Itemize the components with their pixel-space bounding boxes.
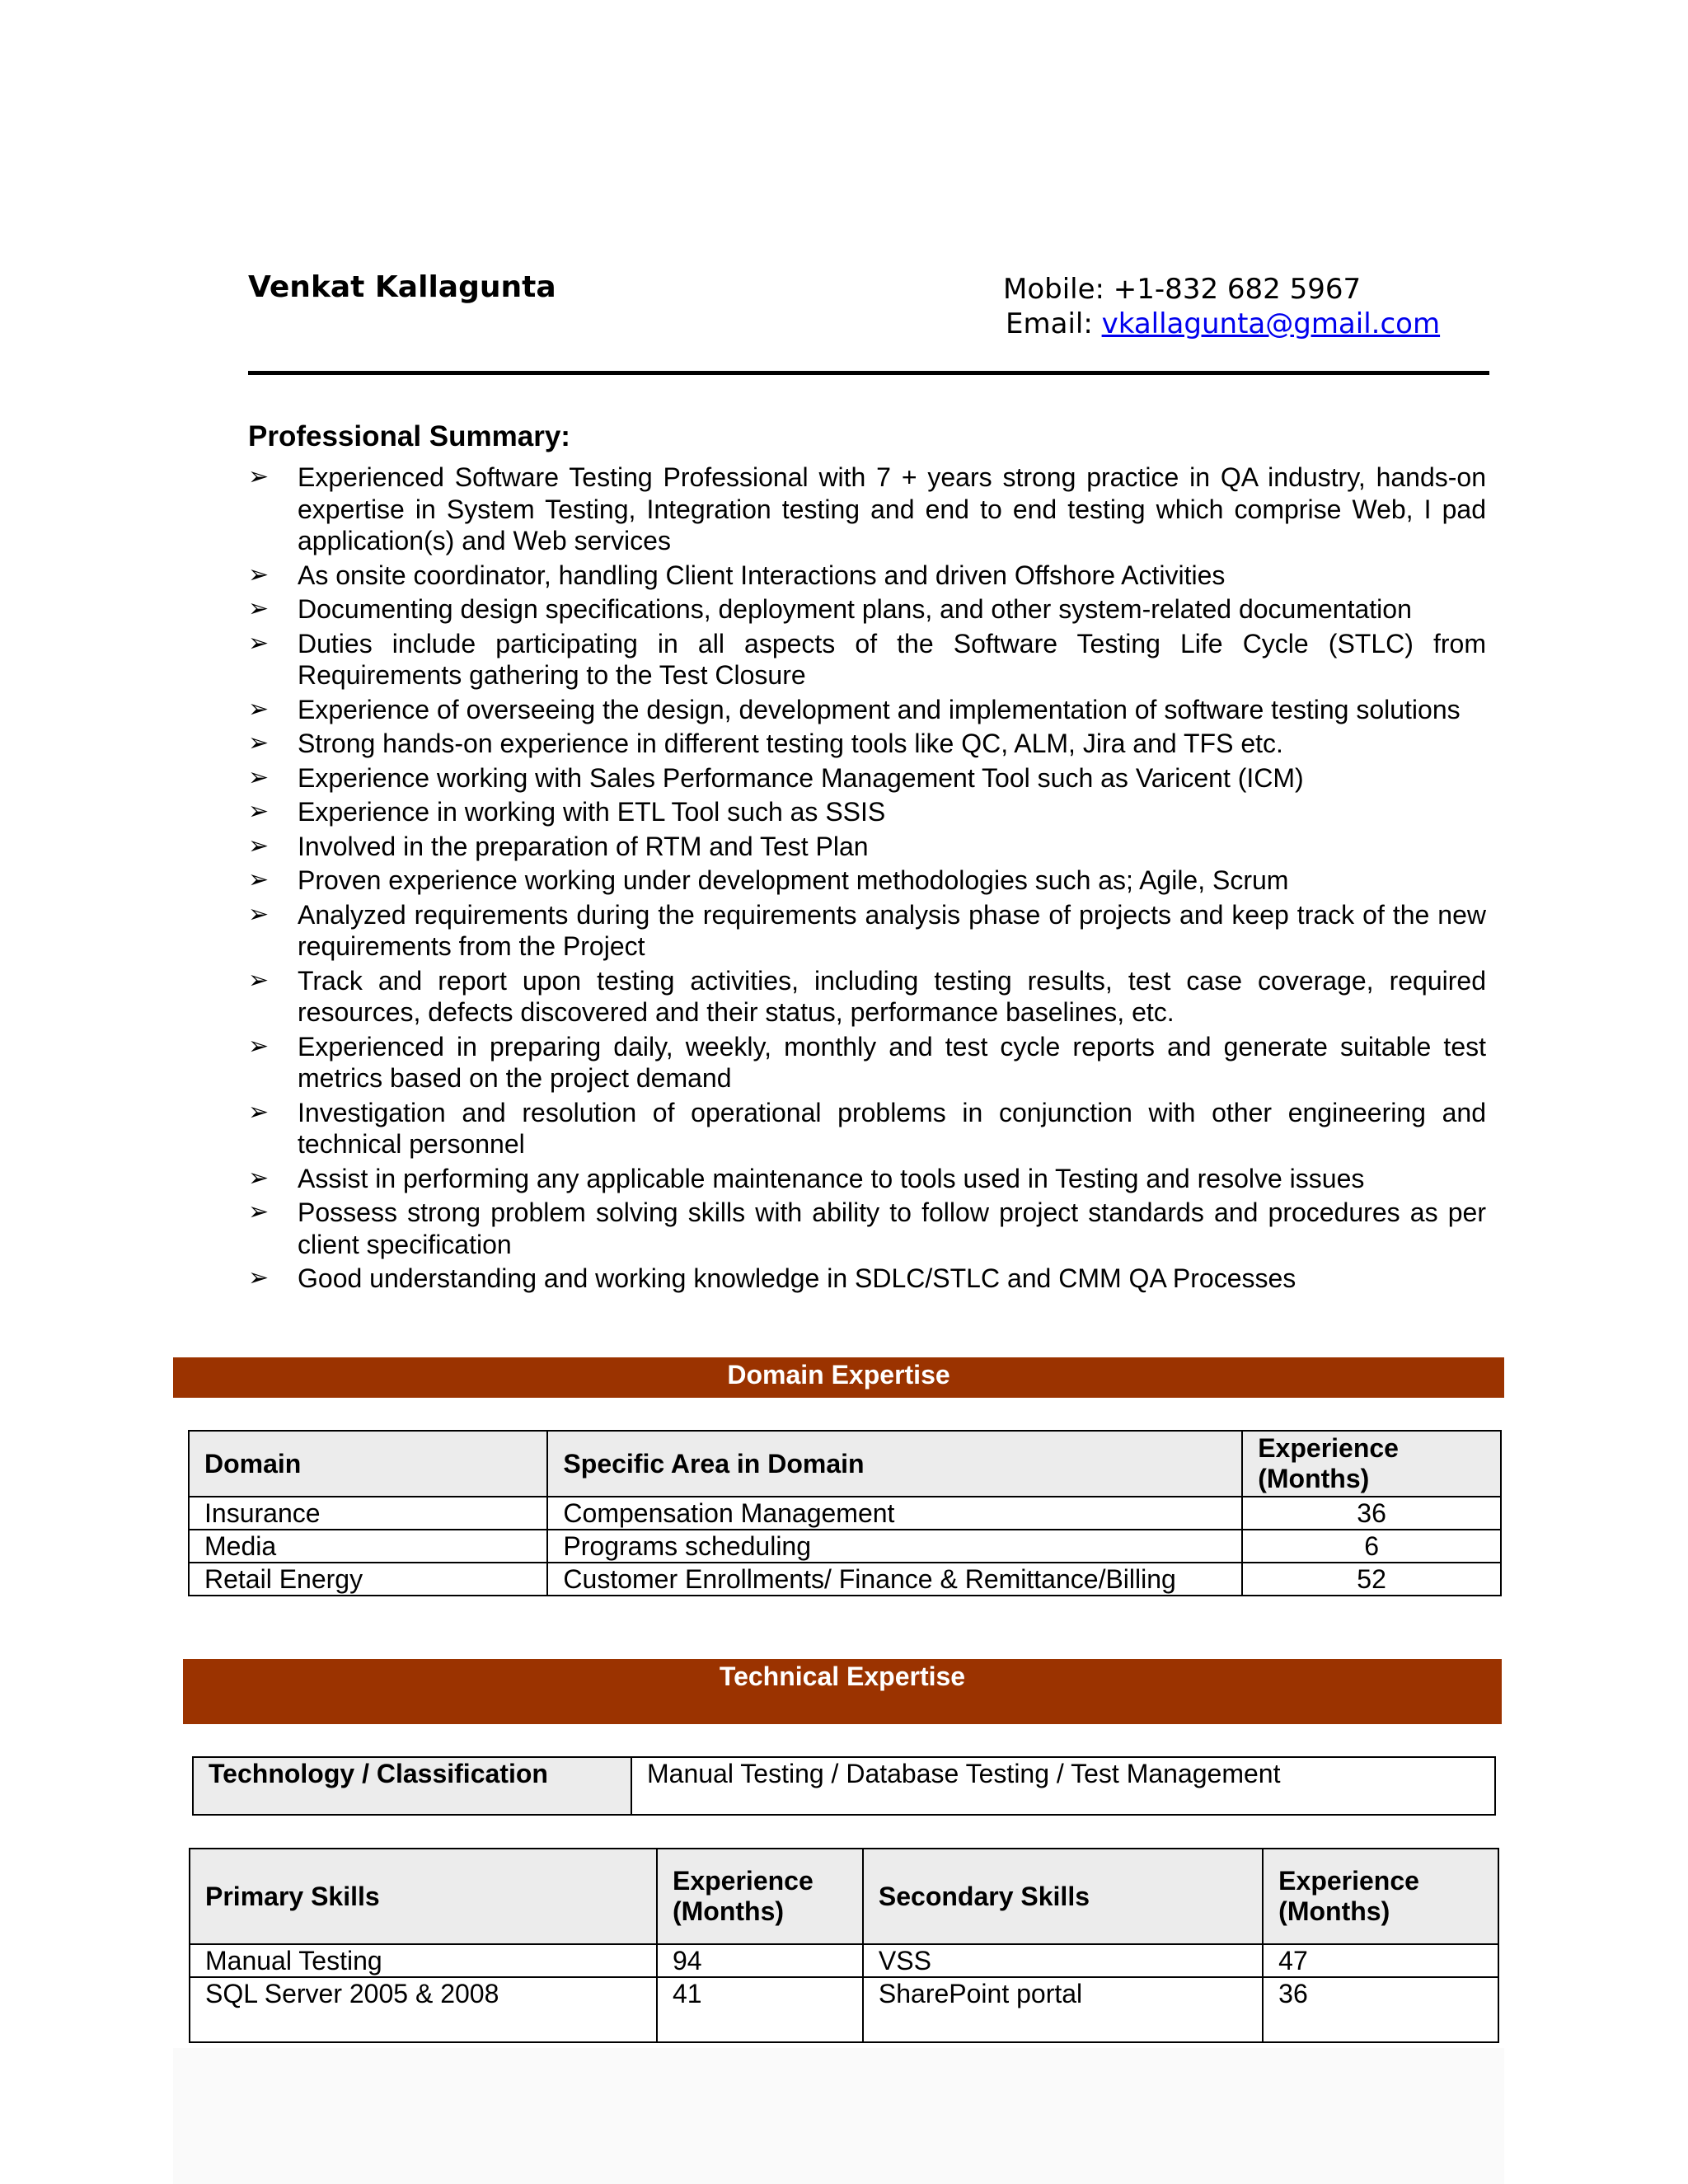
primary-experience-cell: 94	[657, 1944, 863, 1977]
arrow-bullet-icon: ➢	[248, 463, 270, 490]
table-header-row	[190, 1849, 1498, 1944]
technical-expertise-bar: Technical Expertise	[183, 1659, 1502, 1724]
domain-cell: Retail Energy	[189, 1563, 547, 1596]
arrow-bullet-icon: ➢	[248, 729, 270, 757]
column-header: Primary Skills	[190, 1849, 657, 1944]
list-item: ➢ Involved in the preparation of RTM and Test Plan	[248, 831, 869, 861]
list-item: ➢ Duties include participating in all aspects of the Software Testing Life Cycle (STLC) from Requirements gathering to the Test Closure	[248, 628, 1486, 690]
column-header: Specific Area in Domain	[547, 1431, 1242, 1497]
secondary-skill-cell: SharePoint portal	[863, 1977, 1263, 2042]
arrow-bullet-icon: ➢	[248, 966, 270, 994]
classification-table	[192, 1756, 1496, 1816]
list-item: ➢ Experience in working with ETL Tool such as SSIS	[248, 797, 886, 827]
list-item: ➢ Possess strong problem solving skills with ability to follow project standards and procedures as per client specification	[248, 1197, 1486, 1259]
list-item: ➢ Analyzed requirements during the requirements analysis phase of projects and keep track of the new requirements from the Project	[248, 899, 1486, 961]
area-cell: Programs scheduling	[547, 1530, 1242, 1563]
table-row	[193, 1757, 1495, 1815]
column-header: Domain	[189, 1431, 547, 1497]
secondary-experience-cell: 47	[1263, 1944, 1498, 1977]
arrow-bullet-icon: ➢	[248, 763, 270, 791]
table-row	[190, 1977, 1498, 2042]
column-header: Experience (Months)	[1242, 1431, 1501, 1497]
table-row	[189, 1530, 1501, 1563]
summary-list	[248, 462, 1486, 1297]
email-link[interactable]: vkallagunta@gmail.com	[1101, 307, 1441, 340]
candidate-name: Venkat Kallagunta	[248, 270, 556, 304]
experience-cell: 6	[1242, 1530, 1501, 1563]
list-item: ➢ As onsite coordinator, handling Client Interactions and driven Offshore Activities	[248, 560, 1226, 590]
table-row	[190, 1944, 1498, 1977]
arrow-bullet-icon: ➢	[248, 1264, 270, 1291]
arrow-bullet-icon: ➢	[248, 866, 270, 893]
domain-cell: Media	[189, 1530, 547, 1563]
classification-value: Manual Testing / Database Testing / Test Management	[631, 1757, 1495, 1815]
summary-title: Professional Summary:	[248, 420, 570, 452]
list-item: ➢ Good understanding and working knowledge in SDLC/STLC and CMM QA Processes	[248, 1263, 1296, 1293]
email-line	[1003, 307, 1440, 341]
arrow-bullet-icon: ➢	[248, 900, 270, 928]
arrow-bullet-icon: ➢	[248, 695, 270, 723]
column-header: Experience (Months)	[1263, 1849, 1498, 1944]
experience-cell: 52	[1242, 1563, 1501, 1596]
mobile-label: Mobile:	[1003, 273, 1104, 306]
arrow-bullet-icon: ➢	[248, 832, 270, 860]
secondary-experience-cell: 36	[1263, 1977, 1498, 2042]
list-item: ➢ Investigation and resolution of operational problems in conjunction with other engineering and technical personnel	[248, 1097, 1486, 1159]
arrow-bullet-icon: ➢	[248, 798, 270, 825]
area-cell: Customer Enrollments/ Finance & Remittance/Billing	[547, 1563, 1242, 1596]
primary-skill-cell: Manual Testing	[190, 1944, 657, 1977]
list-item: ➢ Assist in performing any applicable maintenance to tools used in Testing and resolve issues	[248, 1163, 1365, 1193]
header-divider	[248, 371, 1489, 375]
primary-experience-cell: 41	[657, 1977, 863, 2042]
mobile-line	[1003, 272, 1440, 307]
primary-skill-cell: SQL Server 2005 & 2008	[190, 1977, 657, 2042]
domain-table	[188, 1430, 1502, 1596]
list-item: ➢ Experienced in preparing daily, weekly, monthly and test cycle reports and generate suitable test metrics based on the project demand	[248, 1031, 1486, 1093]
list-item: ➢ Strong hands-on experience in different testing tools like QC, ALM, Jira and TFS etc.	[248, 729, 1283, 758]
arrow-bullet-icon: ➢	[248, 629, 270, 657]
arrow-bullet-icon: ➢	[248, 1164, 270, 1192]
list-item: ➢ Proven experience working under development methodologies such as; Agile, Scrum	[248, 865, 1289, 895]
area-cell: Compensation Management	[547, 1497, 1242, 1530]
arrow-bullet-icon: ➢	[248, 1098, 270, 1126]
list-item: ➢ Documenting design specifications, deployment plans, and other system-related documentation	[248, 594, 1412, 624]
domain-expertise-bar: Domain Expertise	[173, 1357, 1504, 1398]
list-item: ➢ Track and report upon testing activities, including testing results, test case coverage, required resources, defects discovered and their status, performance baselines, etc.	[248, 965, 1486, 1027]
column-header: Secondary Skills	[863, 1849, 1263, 1944]
contact-block	[1003, 272, 1440, 341]
bottom-shading	[173, 2048, 1504, 2184]
column-header: Experience (Months)	[657, 1849, 863, 1944]
table-row	[189, 1563, 1501, 1596]
list-item: ➢ Experience of overseeing the design, development and implementation of software testing solutions	[248, 694, 1461, 724]
classification-label: Technology / Classification	[193, 1757, 631, 1815]
list-item: ➢ Experience working with Sales Performance Management Tool such as Varicent (ICM)	[248, 762, 1304, 793]
email-label: Email:	[1006, 307, 1093, 340]
skills-table	[189, 1848, 1499, 2043]
table-row	[189, 1497, 1501, 1530]
arrow-bullet-icon: ➢	[248, 1198, 270, 1226]
experience-cell: 36	[1242, 1497, 1501, 1530]
table-header-row	[189, 1431, 1501, 1497]
arrow-bullet-icon: ➢	[248, 560, 270, 588]
arrow-bullet-icon: ➢	[248, 595, 270, 622]
domain-cell: Insurance	[189, 1497, 547, 1530]
list-item: ➢ Experienced Software Testing Professional with 7 + years strong practice in QA industry, hands-on expertise in System Testing, Integration testing and end to end testing which comprise Web, I pad application(s) and Web services	[248, 462, 1486, 555]
secondary-skill-cell: VSS	[863, 1944, 1263, 1977]
mobile-number: +1-832 682 5967	[1113, 273, 1362, 306]
arrow-bullet-icon: ➢	[248, 1032, 270, 1060]
